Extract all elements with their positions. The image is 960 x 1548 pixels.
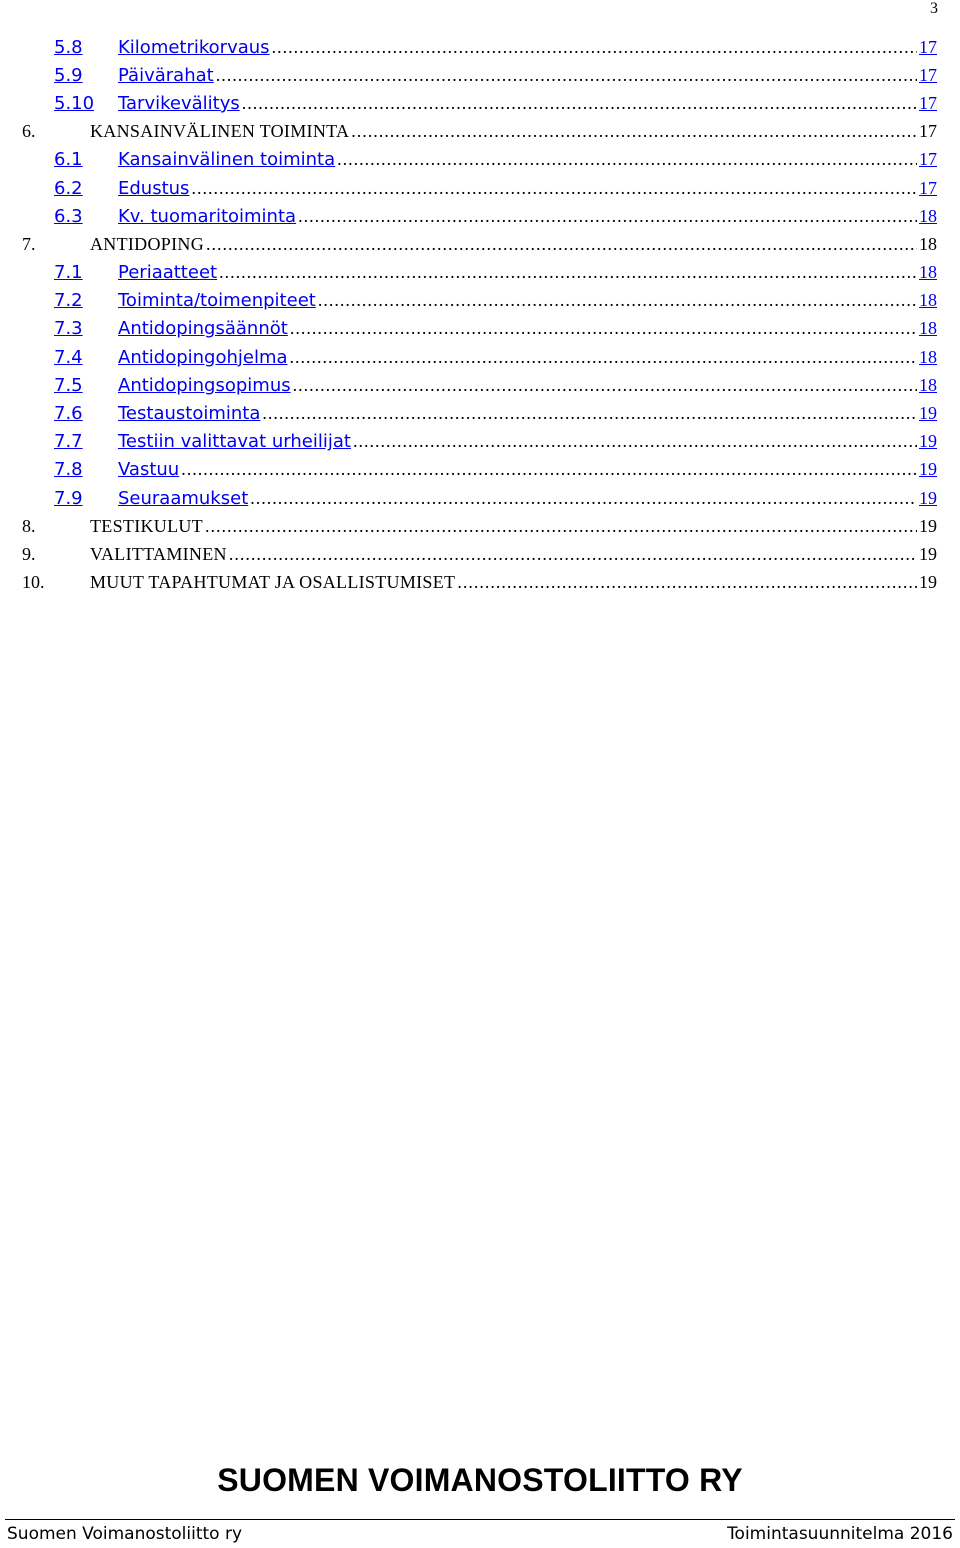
toc-entry-number: 7.1 <box>54 262 83 284</box>
toc-entry-number: 7.2 <box>54 290 83 312</box>
toc-subentry-link[interactable] <box>0 428 960 456</box>
toc-subentry-link[interactable] <box>0 146 960 174</box>
toc-entry-page: 18 <box>919 262 937 283</box>
page-number: 3 <box>930 0 938 17</box>
toc-entry-page: 17 <box>919 177 937 198</box>
toc-entry-page: 18 <box>919 233 937 254</box>
toc-dot-leader <box>206 234 917 255</box>
toc-entry-title: Vastuu <box>118 459 180 481</box>
toc-subentry-link[interactable] <box>0 399 960 427</box>
toc-entry-number: 6. <box>22 121 36 142</box>
toc-entry-page: 17 <box>919 92 937 113</box>
toc-dot-leader <box>337 149 917 170</box>
toc-dot-leader <box>229 544 917 565</box>
toc-dot-leader <box>351 121 917 142</box>
toc-entry-number: 7.6 <box>54 403 83 425</box>
toc-entry <box>0 118 960 146</box>
toc-entry-number: 10. <box>22 572 45 593</box>
toc-entry-title: VALITTAMINEN <box>90 543 227 564</box>
toc-entry-number: 6.3 <box>54 205 83 227</box>
footer-brand-title: SUOMEN VOIMANOSTOLIITTO RY <box>217 1462 743 1498</box>
toc-entry-page: 19 <box>919 543 937 564</box>
toc-dot-leader <box>181 459 917 480</box>
toc-entry-title: Edustus <box>118 177 190 199</box>
toc-subentry-link[interactable] <box>0 484 960 512</box>
toc-subentry-link[interactable] <box>0 315 960 343</box>
toc-entry-page: 19 <box>919 459 937 480</box>
toc-entry-title: Antidopingsäännöt <box>118 318 288 340</box>
toc-dot-leader <box>293 375 917 396</box>
toc-entry-page: 17 <box>919 121 937 142</box>
toc-entry-page: 19 <box>919 403 937 424</box>
toc-entry-number: 7.8 <box>54 459 83 481</box>
toc-entry <box>0 569 960 597</box>
toc-entry-number: 7.3 <box>54 318 83 340</box>
toc-entry-title: Kansainvälinen toiminta <box>118 149 336 171</box>
toc-entry-title: Antidopingsopimus <box>118 374 291 396</box>
toc-dot-leader <box>298 206 917 227</box>
footer-document-title: Toimintasuunnitelma 2016 <box>727 1524 953 1544</box>
toc-subentry-link[interactable] <box>0 287 960 315</box>
footer-divider <box>5 1519 955 1520</box>
toc-entry-number: 7.9 <box>54 487 83 509</box>
toc-subentry-link[interactable] <box>0 456 960 484</box>
table-of-contents <box>0 33 960 597</box>
toc-entry-page: 19 <box>919 431 937 452</box>
toc-entry-page: 18 <box>919 374 937 395</box>
toc-dot-leader <box>353 431 917 452</box>
toc-dot-leader <box>290 347 917 368</box>
toc-dot-leader <box>191 178 917 199</box>
toc-entry-number: 5.10 <box>54 92 95 114</box>
toc-entry-title: Periaatteet <box>118 262 218 284</box>
toc-dot-leader <box>318 290 917 311</box>
toc-entry-title: Antidopingohjelma <box>118 346 288 368</box>
toc-entry-page: 18 <box>919 290 937 311</box>
toc-entry-page: 17 <box>919 64 937 85</box>
toc-entry-page: 19 <box>919 487 937 508</box>
toc-dot-leader <box>205 516 917 537</box>
toc-subentry-link[interactable] <box>0 202 960 230</box>
toc-entry <box>0 540 960 568</box>
toc-entry-number: 8. <box>22 515 36 536</box>
toc-subentry-link[interactable] <box>0 259 960 287</box>
toc-entry-page: 19 <box>919 572 937 593</box>
toc-entry-number: 7.5 <box>54 374 83 396</box>
toc-subentry-link[interactable] <box>0 89 960 117</box>
toc-entry-title: Kilometrikorvaus <box>118 36 270 58</box>
toc-dot-leader <box>272 37 917 58</box>
toc-entry-page: 18 <box>919 205 937 226</box>
toc-entry-number: 5.8 <box>54 36 83 58</box>
toc-entry-title: ANTIDOPING <box>90 233 204 254</box>
toc-subentry-link[interactable] <box>0 33 960 61</box>
toc-subentry-link[interactable] <box>0 343 960 371</box>
toc-entry-page: 19 <box>919 515 937 536</box>
toc-entry-page: 18 <box>919 346 937 367</box>
toc-dot-leader <box>457 572 917 593</box>
toc-dot-leader <box>219 262 917 283</box>
toc-entry-title: Testiin valittavat urheilijat <box>118 431 351 453</box>
toc-dot-leader <box>242 93 917 114</box>
toc-entry-page: 17 <box>919 36 937 57</box>
toc-entry-title: Seuraamukset <box>118 487 249 509</box>
toc-entry-title: Päivärahat <box>118 64 214 86</box>
toc-entry-title: Toiminta/toimenpiteet <box>118 290 316 312</box>
toc-entry-title: KANSAINVÄLINEN TOIMINTA <box>90 121 350 142</box>
toc-entry-title: TESTIKULUT <box>90 515 203 536</box>
toc-dot-leader <box>290 318 917 339</box>
toc-dot-leader <box>262 403 917 424</box>
toc-entry-title: Testaustoiminta <box>118 403 261 425</box>
toc-dot-leader <box>250 488 917 509</box>
toc-entry-number: 6.2 <box>54 177 83 199</box>
toc-entry-number: 7.7 <box>54 431 83 453</box>
toc-entry-title: MUUT TAPAHTUMAT JA OSALLISTUMISET <box>90 572 456 593</box>
toc-subentry-link[interactable] <box>0 174 960 202</box>
toc-dot-leader <box>216 65 917 86</box>
toc-subentry-link[interactable] <box>0 371 960 399</box>
toc-entry-number: 7.4 <box>54 346 83 368</box>
toc-entry <box>0 230 960 258</box>
toc-entry-title: Kv. tuomaritoiminta <box>118 205 297 227</box>
toc-entry-number: 5.9 <box>54 64 83 86</box>
toc-entry-page: 17 <box>919 149 937 170</box>
footer-organization: Suomen Voimanostoliitto ry <box>7 1524 243 1544</box>
toc-entry-page: 18 <box>919 318 937 339</box>
toc-entry <box>0 512 960 540</box>
toc-entry-number: 9. <box>22 543 36 564</box>
toc-entry-number: 7. <box>22 233 36 254</box>
toc-subentry-link[interactable] <box>0 61 960 89</box>
toc-entry-title: Tarvikevälitys <box>118 92 240 114</box>
toc-entry-number: 6.1 <box>54 149 83 171</box>
